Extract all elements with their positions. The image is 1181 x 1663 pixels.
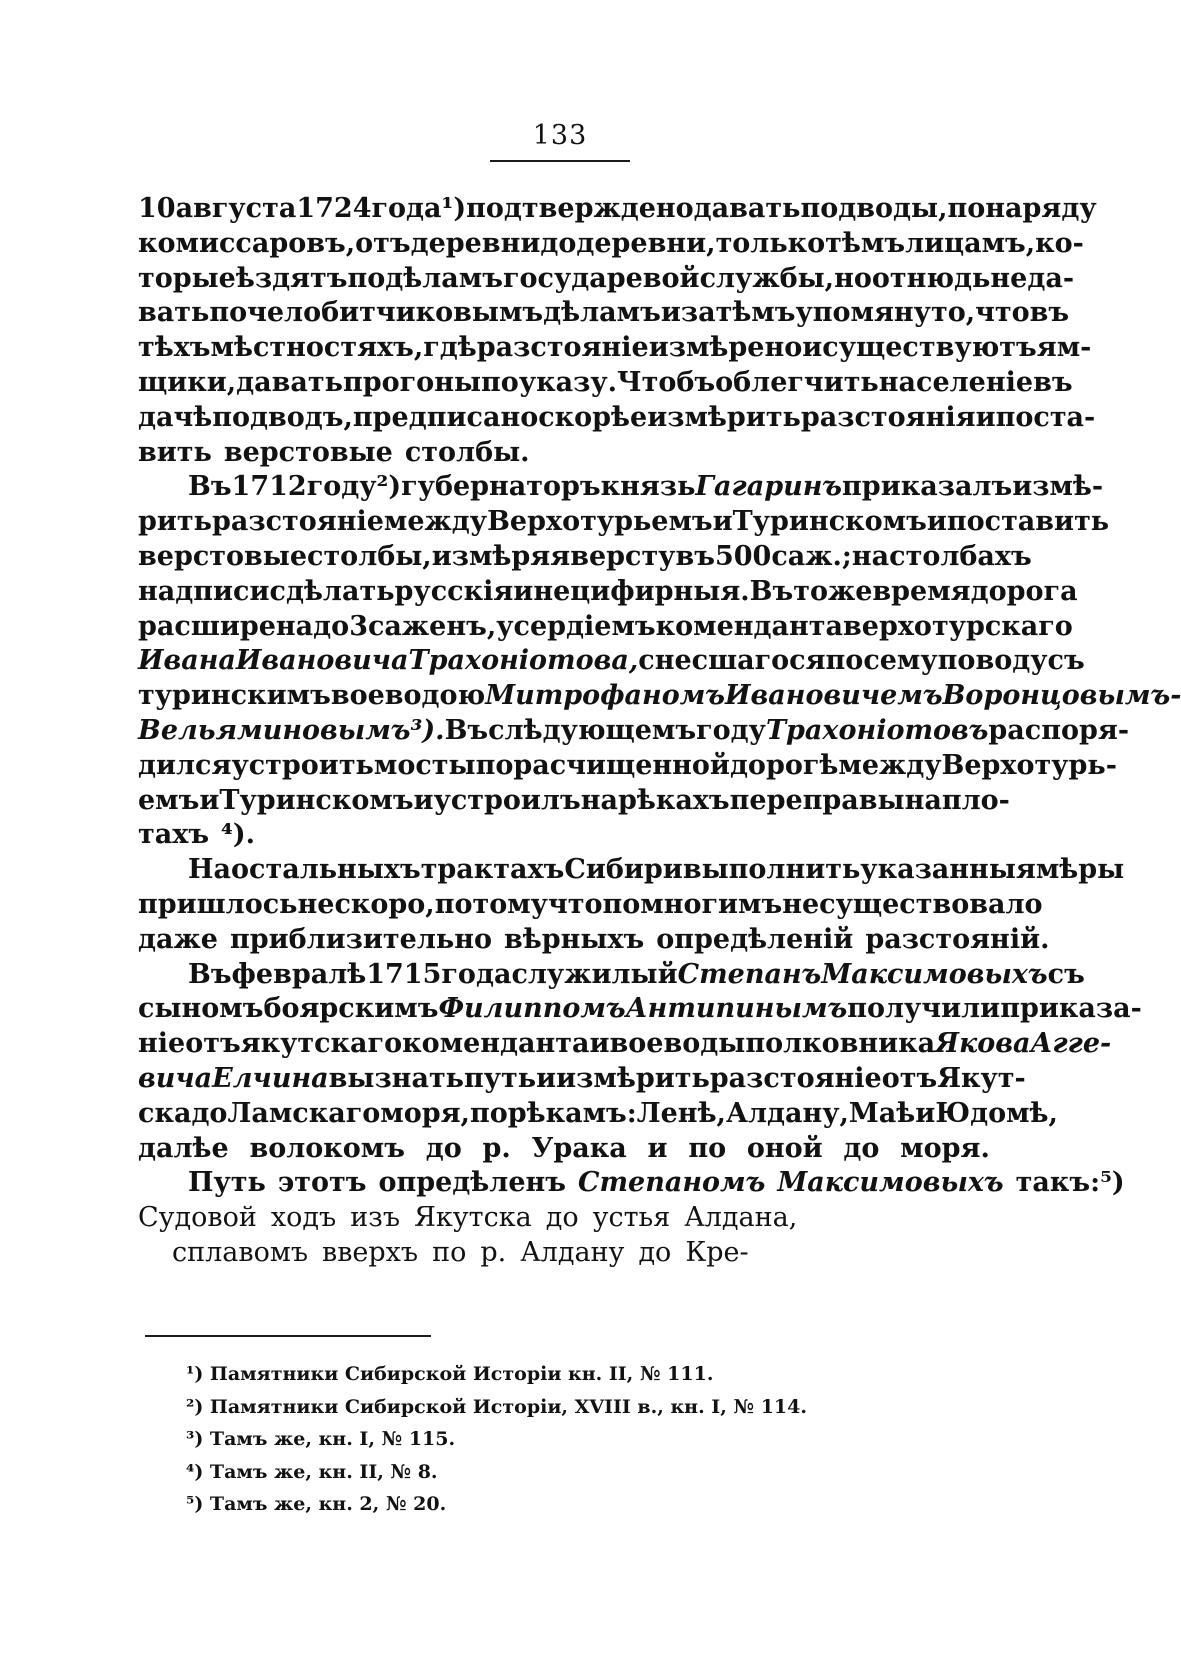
word: ко-: [1035, 227, 1084, 259]
word: предписано: [352, 401, 539, 433]
page-number-rule: [490, 160, 630, 162]
word: по: [469, 1097, 508, 1129]
word: верстовые: [223, 436, 393, 468]
word: сплавомъ: [172, 1236, 309, 1268]
word: Вельяминовымъ³).: [138, 714, 445, 746]
word: потому: [434, 888, 548, 920]
word: и: [915, 1097, 936, 1129]
word: по: [481, 366, 519, 398]
word: Сибири: [564, 854, 683, 886]
word: полковника: [745, 1028, 936, 1060]
word: Туринскомъ: [732, 506, 927, 538]
word: переправы: [729, 784, 905, 816]
word: поводу: [937, 645, 1048, 677]
word: до: [191, 1097, 228, 1129]
word: по: [688, 1132, 727, 1164]
word: Воронцовымъ-: [942, 680, 1181, 712]
word: отъ: [881, 1062, 938, 1094]
word: расчищенной: [513, 749, 730, 781]
word: по: [347, 262, 386, 294]
word: столбахъ: [889, 540, 1032, 572]
word: измѣрить: [556, 1062, 710, 1094]
word: надписи: [138, 575, 270, 607]
word: измѣ-: [1012, 471, 1104, 503]
word: воеводою: [330, 680, 486, 712]
word: столбы.: [404, 436, 530, 468]
word: лицамъ,: [905, 227, 1036, 259]
word: даже: [138, 923, 218, 955]
word: по: [947, 193, 986, 224]
word: году: [696, 714, 766, 746]
word: наряду: [985, 193, 1097, 224]
text-line: [138, 262, 1075, 297]
word: февралѣ: [231, 958, 367, 990]
word: верстовые: [138, 540, 308, 572]
text-line: [138, 1097, 1058, 1132]
word: устроить: [231, 749, 374, 781]
footnotes: [186, 1358, 807, 1521]
word: 500: [714, 540, 772, 572]
word: давать: [236, 366, 343, 398]
word: моря,: [380, 1097, 470, 1129]
word: года: [441, 958, 512, 990]
word: вызнать: [328, 1062, 464, 1094]
text-line: [138, 401, 1096, 436]
word: населеніе: [878, 366, 1034, 398]
word: далѣе: [138, 1132, 229, 1164]
text-line: [138, 540, 1032, 575]
word: версту: [570, 540, 676, 572]
word: отъ: [355, 227, 411, 259]
word: Маѣ: [848, 1097, 916, 1129]
word: года¹): [371, 193, 467, 224]
word: до: [540, 227, 577, 259]
word: вать: [138, 297, 210, 329]
text-line: [138, 749, 1117, 784]
word: Филиппомъ: [438, 993, 626, 1025]
text-line: [138, 470, 1104, 505]
text-line: [138, 818, 990, 853]
word: ніе: [138, 1028, 186, 1060]
text-line: [138, 227, 1084, 262]
word: и: [513, 575, 534, 607]
word: разстояніе: [709, 1062, 882, 1094]
word: мосты: [373, 749, 476, 781]
word: Юдомѣ,: [935, 1097, 1058, 1129]
word: по: [432, 1236, 467, 1268]
word: Въ: [444, 714, 489, 746]
word: торые: [138, 262, 236, 294]
word: коменданта: [402, 1028, 590, 1060]
word: воеводы: [609, 1028, 746, 1060]
word: и: [647, 1132, 668, 1164]
word: и: [802, 332, 823, 364]
body-text: [138, 192, 1181, 1271]
word: Въ: [188, 471, 232, 503]
word: Чтобъ: [617, 366, 716, 398]
word: государевой: [502, 262, 700, 294]
word: сему: [863, 645, 938, 677]
word: многимъ: [640, 888, 783, 920]
word: Алдану: [520, 1236, 625, 1268]
word: указу.: [518, 366, 618, 398]
footnote: ¹) Памятники Сибирской Исторіи кн. II, № 111.: [186, 1363, 714, 1385]
word: Туринскомъ: [219, 784, 414, 816]
word: до: [638, 1236, 672, 1268]
word: разстояній.: [865, 923, 1050, 955]
word: устья: [592, 1202, 671, 1234]
word: да-: [1027, 262, 1075, 294]
word: сдѣлать: [269, 575, 395, 607]
word: между: [383, 506, 488, 538]
word: выполнить: [682, 854, 861, 886]
word: указанныя: [860, 854, 1036, 886]
word: измѣряя: [431, 540, 571, 572]
word: подтверждено: [466, 193, 694, 224]
word: устроилъ: [433, 784, 581, 816]
word: въ: [1033, 366, 1073, 398]
word: боярскимъ: [263, 993, 439, 1025]
word: вѣрныхъ: [503, 923, 645, 955]
text-line: [138, 992, 1142, 1027]
word: гдѣ: [423, 332, 477, 364]
word: Трахоніотовъ: [765, 714, 989, 746]
word: измѣрить: [647, 401, 801, 433]
word: время: [872, 575, 971, 607]
footnote: ⁴) Тамъ же, кн. II, № 8.: [186, 1460, 438, 1483]
word: ска: [138, 1097, 192, 1129]
word: Ленѣ,: [636, 1097, 726, 1129]
word: приказалъ: [842, 471, 1013, 503]
word: Алдану,: [725, 1097, 849, 1129]
word: этотъ: [277, 1167, 367, 1199]
text-line: [138, 366, 1073, 401]
text-line: [138, 505, 1110, 540]
word: изъ: [350, 1202, 401, 1234]
word: разстояніе: [211, 506, 384, 538]
word: тѣхъ: [138, 332, 211, 364]
word: Ивановичемъ: [725, 680, 943, 712]
word: дорогѣ: [729, 749, 839, 781]
word: ходъ: [270, 1202, 337, 1234]
word: разстоянія: [800, 401, 976, 433]
word: приказа-: [1000, 993, 1142, 1025]
word: упомянуто,: [795, 297, 976, 329]
word: отнюдь: [871, 262, 991, 294]
word: существовало: [819, 888, 1043, 920]
word: Якутска: [414, 1202, 532, 1234]
word: только: [715, 227, 826, 259]
word: Степаномъ: [577, 1167, 766, 1199]
word: поставить: [946, 506, 1110, 538]
word: саж.;: [771, 540, 852, 572]
word: комиссаровъ,: [138, 227, 356, 259]
word: службы,: [699, 262, 835, 294]
word: емъ: [138, 784, 200, 816]
text-line: [138, 296, 1070, 331]
word: оной: [746, 1132, 823, 1164]
word: 1724: [296, 193, 372, 224]
word: затѣмъ: [680, 297, 796, 329]
word: и: [199, 784, 220, 816]
text-line: [138, 1201, 990, 1236]
word: подводъ,: [212, 401, 353, 433]
word: Путь: [188, 1167, 266, 1199]
word: русскія: [394, 575, 514, 607]
word: облегчить: [715, 366, 879, 398]
word: ⁴).: [221, 819, 256, 851]
word: Верхотурь-: [941, 749, 1117, 781]
word: по: [825, 645, 864, 677]
text-line: [138, 1236, 990, 1271]
word: дорога: [970, 575, 1078, 607]
word: опредѣленъ: [378, 1167, 566, 1199]
word: цифирныя.: [570, 575, 750, 607]
word: рить: [138, 506, 212, 538]
word: отъ: [185, 1028, 241, 1060]
word: слѣдующемъ: [488, 714, 697, 746]
word: рѣкамъ:: [507, 1097, 637, 1129]
word: 3: [349, 610, 368, 642]
word: сыномъ: [138, 993, 264, 1025]
word: пришлось: [138, 888, 298, 920]
word: На: [188, 854, 232, 886]
word: усердіемъ: [496, 610, 656, 642]
word: опредѣленій: [656, 923, 854, 955]
word: и: [589, 1028, 610, 1060]
text-line: [138, 1132, 990, 1167]
word: моря.: [900, 1132, 990, 1164]
word: мѣры: [1035, 854, 1125, 886]
word: по: [209, 297, 248, 329]
word: 1712: [231, 471, 307, 503]
word: столбы,: [307, 540, 432, 572]
word: году²): [306, 471, 402, 503]
page-number: 133: [532, 120, 588, 151]
word: Кре-: [685, 1236, 749, 1268]
word: по: [475, 749, 514, 781]
word: вича: [138, 1062, 213, 1094]
text-line: [138, 644, 1085, 679]
word: деревни: [410, 227, 541, 259]
word: на: [851, 540, 890, 572]
text-line: [138, 923, 1050, 958]
word: въ: [675, 540, 715, 572]
word: существуютъ: [822, 332, 1037, 364]
footnote-rule: [145, 1335, 431, 1337]
text-line: [138, 958, 1085, 993]
word: щики,: [138, 366, 237, 398]
word: трактахъ: [420, 854, 565, 886]
word: Митрофаномъ: [485, 680, 726, 712]
word: служилый: [511, 958, 678, 990]
word: приблизительно: [229, 923, 492, 955]
word: Въ: [188, 958, 232, 990]
footnote: ⁵) Тамъ же, кн. 2, № 20.: [186, 1493, 447, 1516]
word: дачѣ: [138, 401, 213, 433]
word: что: [975, 297, 1030, 329]
word: измѣрено: [648, 332, 803, 364]
word: коменданта: [655, 610, 844, 642]
word: вить: [138, 436, 212, 468]
word: дѣламъ: [385, 262, 503, 294]
text-line: [138, 1166, 1125, 1201]
word: туринскимъ: [138, 680, 331, 712]
word: расширена: [138, 610, 314, 642]
word: между: [838, 749, 942, 781]
word: Гагаринъ: [695, 471, 843, 503]
word: деревни,: [576, 227, 716, 259]
word: до: [843, 1132, 880, 1164]
word: тоже: [793, 575, 873, 607]
word: Антипинымъ: [625, 993, 848, 1025]
word: Ивана: [138, 645, 236, 677]
word: мѣстностяхъ,: [210, 332, 424, 364]
text-line: [138, 1062, 1026, 1097]
text-line: [138, 331, 1092, 366]
word: 1715: [366, 958, 442, 990]
word: и: [660, 297, 681, 329]
word: но: [834, 262, 872, 294]
word: въ: [1029, 297, 1070, 329]
word: ям-: [1036, 332, 1092, 364]
text-line: [138, 853, 1125, 888]
word: Максимовыхъ: [821, 958, 1048, 990]
word: 10: [138, 193, 176, 224]
word: снесшагося: [638, 645, 826, 677]
word: вверхъ: [322, 1236, 419, 1268]
word: августа: [175, 193, 297, 224]
word: тахъ: [138, 819, 210, 851]
word: скоро,: [334, 888, 435, 920]
word: Степанъ: [677, 958, 822, 990]
word: и: [413, 784, 434, 816]
word: челобитчиковымъ: [247, 297, 544, 329]
word: до: [313, 610, 350, 642]
word: получили: [847, 993, 1001, 1025]
word: съ: [1047, 958, 1085, 990]
word: не: [297, 888, 335, 920]
word: распоря-: [988, 714, 1130, 746]
word: и: [975, 401, 996, 433]
word: верхотурскаго: [843, 610, 1073, 642]
text-line: [138, 888, 1043, 923]
word: Судовой: [138, 1202, 257, 1234]
text-line: [138, 1027, 1112, 1062]
word: Агге-: [1030, 1028, 1112, 1060]
word: р.: [480, 1236, 507, 1268]
word: р.: [482, 1132, 511, 1164]
word: Елчина: [212, 1062, 329, 1094]
word: Якут-: [937, 1062, 1026, 1094]
footnote: ³) Тамъ же, кн. I, № 115.: [186, 1428, 456, 1451]
word: и: [712, 506, 733, 538]
word: ѣздятъ: [235, 262, 348, 294]
word: и: [536, 1062, 557, 1094]
text-line: [138, 784, 1010, 819]
word: Ивановича: [235, 645, 409, 677]
footnote: ²) Памятники Сибирской Исторіи, XVIII в., кн. I, № 114.: [186, 1395, 807, 1418]
word: на: [580, 784, 618, 816]
word: прогоны: [342, 366, 482, 398]
word: до: [425, 1132, 462, 1164]
word: и: [926, 506, 947, 538]
word: волокомъ: [249, 1132, 405, 1164]
word: поста-: [995, 401, 1096, 433]
word: скорѣе: [538, 401, 648, 433]
word: до: [545, 1202, 579, 1234]
word: губернаторъ: [401, 471, 601, 503]
word: остальныхъ: [231, 854, 421, 886]
word: на: [904, 784, 942, 816]
word: что: [547, 888, 603, 920]
word: Максимовыхъ: [777, 1167, 1004, 1199]
text-line: [138, 679, 1181, 714]
word: Якова: [935, 1028, 1031, 1060]
word: по: [602, 888, 641, 920]
text-line: [138, 714, 1130, 749]
text-line: [138, 192, 1097, 227]
word: съ: [1047, 645, 1085, 677]
text-line: [138, 575, 1078, 610]
word: Верхотурьемъ: [487, 506, 713, 538]
word: князь: [600, 471, 696, 503]
word: Урака: [531, 1132, 627, 1164]
word: Въ: [749, 575, 794, 607]
word: пло-: [941, 784, 1010, 816]
text-line: [138, 436, 990, 471]
word: тѣмъ: [825, 227, 906, 259]
word: рѣкахъ: [617, 784, 730, 816]
word: не: [782, 888, 820, 920]
word: дѣламъ: [543, 297, 661, 329]
word: такъ:⁵): [1015, 1167, 1125, 1199]
word: не: [990, 262, 1028, 294]
word: не: [533, 575, 571, 607]
word: Алдана,: [684, 1202, 798, 1234]
word: дился: [138, 749, 232, 781]
word: подводы,: [800, 193, 948, 224]
word: якутскаго: [240, 1028, 403, 1060]
word: путь: [464, 1062, 537, 1094]
word: давать: [693, 193, 801, 224]
text-line: [138, 610, 1073, 645]
word: саженъ,: [367, 610, 497, 642]
word: Трахоніотова,: [408, 645, 639, 677]
word: разстояніе: [476, 332, 649, 364]
word: Ламскаго: [227, 1097, 381, 1129]
